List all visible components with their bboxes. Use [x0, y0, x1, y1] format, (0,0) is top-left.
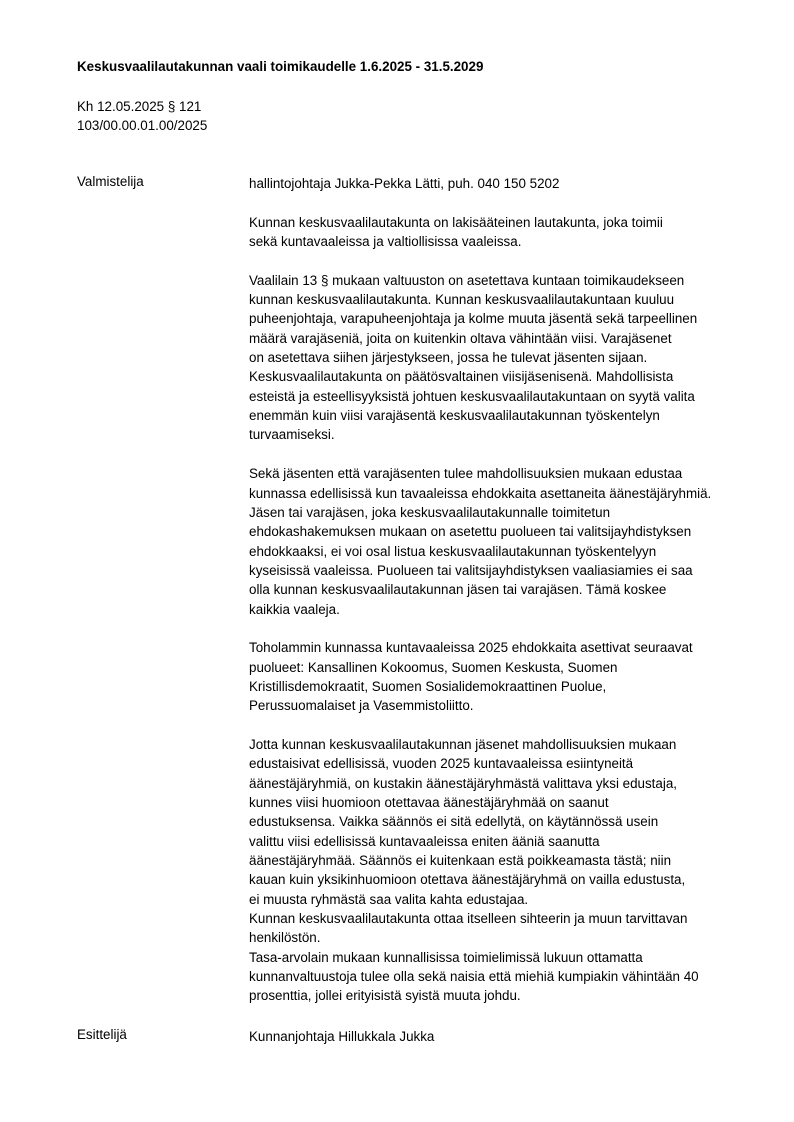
text-line: puheenjohtaja, varapuheenjohtaja ja kolme muuta jäsentä sekä tarpeellinen [249, 311, 698, 327]
text-line: ehdokashakemuksen mukaan on asetettu puolueen tai valitsijayhdistyksen [249, 524, 692, 540]
text-line: prosenttia, jollei erityisistä syistä muuta johdu. [249, 988, 521, 1004]
text-line: Kunnan keskusvaalilautakunta on lakisääteinen lautakunta, joka toimii [249, 214, 663, 230]
text-line: Tasa-arvolain mukaan kunnallisissa toimielimissä lukuun ottamatta [249, 949, 643, 965]
text-line: Jäsen tai varajäsen, joka keskusvaalilautakunnalle toimitetun [249, 504, 611, 520]
text-line: henkilöstön. [249, 930, 321, 946]
text-line: kyseisissä vaaleissa. Puolueen tai valitsijayhdistyksen vaaliasiamies ei saa [249, 562, 693, 578]
text-line: Perussuomalaiset ja Vasemmistoliitto. [249, 698, 474, 714]
presenter-label: Esittelijä [77, 1027, 127, 1042]
text-line: enemmän kuin viisi varajäsentä keskusvaalilautakunnan työskentelyn [249, 408, 660, 424]
preparer-body [249, 174, 767, 1006]
text-line: äänestäjäryhmiä, on kustakin äänestäjäryhmästä valittava yksi edustaja, [249, 775, 677, 791]
text-line: kauan kuin yksikinhuomioon otettava äänestäjäryhmä on vailla edustusta, [249, 872, 686, 888]
text-line: Kunnanjohtaja Hillukkala Jukka [249, 1029, 435, 1044]
text-line: Sekä jäsenten että varajäsenten tulee mahdollisuuksien mukaan edustaa [249, 466, 683, 482]
text-line: edustaisivat edellisissä, vuoden 2025 kuntavaaleissa esiintyneitä [249, 756, 634, 772]
text-line: Kunnan keskusvaalilautakunta ottaa itselleen sihteerin ja muun tarvittavan [249, 911, 688, 927]
text-line: hallintojohtaja Jukka-Pekka Lätti, puh. 040 150 5202 [249, 176, 560, 191]
preparation-text [249, 213, 767, 1006]
text-line: kunnanvaltuustoja tulee olla sekä naisia että miehiä kumpiakin vähintään 40 [249, 969, 699, 985]
text-line: olla kunnan keskusvaalilautakunnan jäsen tai varajäsen. Tämä koskee [249, 582, 667, 598]
text-line: ei muusta ryhmästä saa valita kahta edustajaa. [249, 891, 529, 907]
text-line: kunnes viisi huomioon otettavaa äänestäjäryhmää on saanut [249, 795, 609, 810]
text-line: Vaalilain 13 § mukaan valtuuston on asetettava kuntaan toimikaudekseen [249, 272, 685, 288]
preparer-name [249, 174, 767, 193]
text-line: määrä varajäseniä, joita on kuitenkin oltava vähintään viisi. Varajäsenet [249, 330, 672, 346]
text-line: kunnan keskusvaalilautakunta. Kunnan keskusvaalilautakuntaan kuuluu [249, 292, 675, 308]
meeting-reference [77, 97, 207, 135]
text-line: on asetettava siihen järjestykseen, jossa he tulevat jäsenten sijaan. [249, 350, 648, 366]
text-line: Keskusvaalilautakunta on päätösvaltainen viisijäsenisenä. Mahdollisista [249, 369, 674, 385]
document-title: Keskusvaalilautakunnan vaali toimikaudelle 1.6.2025 - 31.5.2029 [77, 59, 484, 74]
presenter-name [249, 1027, 767, 1046]
paragraph [249, 735, 767, 909]
text-line: Jotta kunnan keskusvaalilautakunnan jäsenet mahdollisuuksien mukaan [249, 736, 677, 752]
paragraph [249, 638, 767, 715]
paragraph [249, 464, 767, 619]
text-line: turvaamiseksi. [249, 427, 335, 443]
text-line: kaikkia vaaleja. [249, 601, 340, 617]
text-line: kunnassa edellisissä kun tavaaleissa ehdokkaita asettaneita äänestäjäryhmiä. [249, 485, 712, 501]
text-line: Kristillisdemokraatit, Suomen Sosialidemokraattinen Puolue, [249, 678, 607, 694]
text-line: edustuksensa. Vaikka säännös ei sitä edellytä, on käytännössä usein [249, 814, 659, 830]
paragraph [249, 213, 767, 252]
text-line: esteistä ja esteellisyyksistä johtuen keskusvaalilautakuntaan on syytä valita [249, 388, 695, 404]
paragraph [249, 948, 767, 1006]
paragraph [249, 271, 767, 445]
text-line: valittu viisi edellisissä kuntavaaleissa eniten ääniä saanutta [249, 833, 600, 849]
text-line: Toholammin kunnassa kuntavaaleissa 2025 ehdokkaita asettivat seuraavat [249, 640, 693, 656]
text-line: puolueet: Kansallinen Kokoomus, Suomen Keskusta, Suomen [249, 659, 618, 675]
preparer-label: Valmistelija [77, 174, 144, 189]
text-line: äänestäjäryhmää. Säännös ei kuitenkaan estä poikkeamasta tästä; niin [249, 853, 672, 869]
text-line: sekä kuntavaaleissa ja valtiollisissa vaaleissa. [249, 234, 522, 250]
paragraph [249, 909, 767, 948]
meeting-date-section: Kh 12.05.2025 § 121 [77, 99, 202, 114]
text-line: ehdokkaaksi, ei voi osal listua keskusvaalilautakunnan työskentelyyn [249, 543, 657, 559]
case-number: 103/00.00.01.00/2025 [77, 118, 208, 133]
